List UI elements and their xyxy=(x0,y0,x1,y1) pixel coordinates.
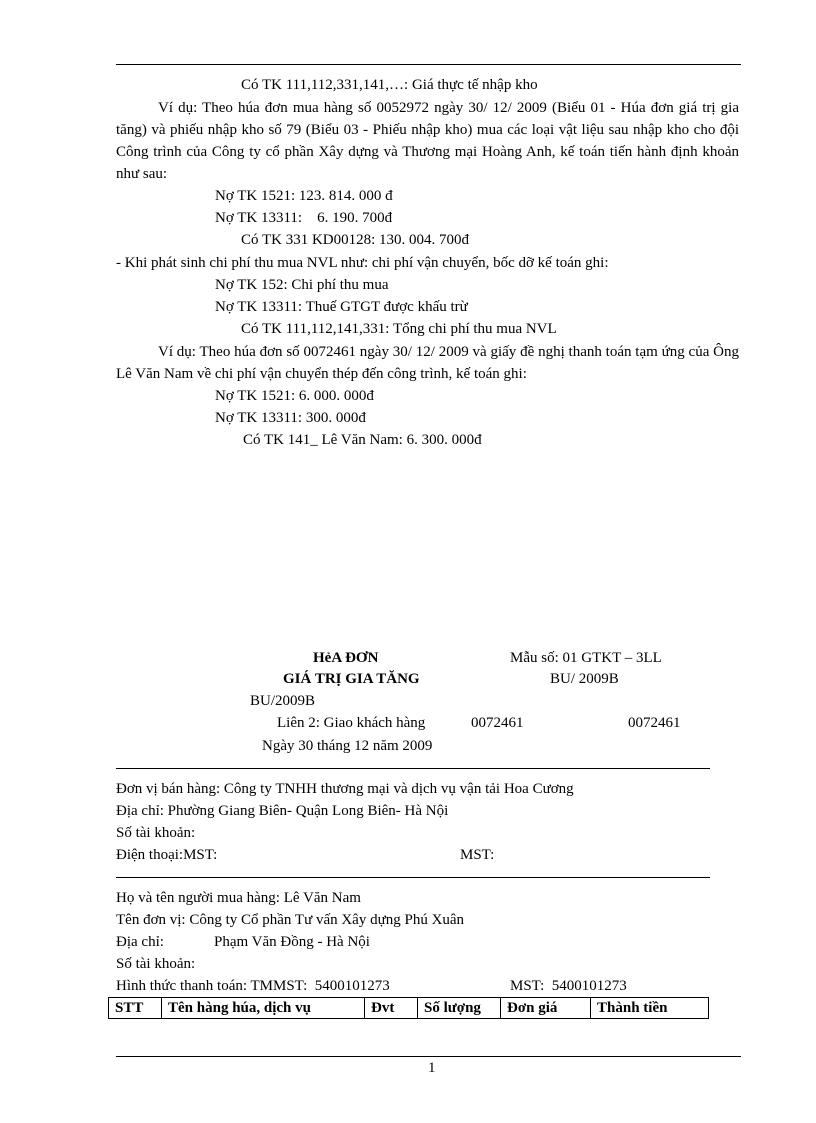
invoice-form-number: Mẫu số: 01 GTKT – 3LL xyxy=(510,650,662,666)
column-header: STT xyxy=(109,998,162,1019)
seller-name: Đơn vị bán hàng: Công ty TNHH thương mại và dịch vụ vận tải Hoa Cương xyxy=(116,781,574,797)
buyer-unit: Tên đơn vị: Công ty Cổ phần Tư vấn Xây dựng Phú Xuân xyxy=(116,912,465,928)
entry-line: Có TK 111,112,331,141,…: Giá thực tế nhập kho xyxy=(241,77,538,93)
column-header: Số lượng xyxy=(418,998,501,1019)
example-paragraph-1: Ví dụ: Theo húa đơn mua hàng số 0052972 ngày 30/ 12/ 2009 (Biểu 01 - Húa đơn giá trị gia tăng) và phiếu nhập kho số 79 (Biểu 03 - Phiếu nhập kho) mua các loại vật liệu sau nhập kho cho đội Công trình của Công ty cổ phần Xây dựng và Thương mại Hoàng Anh, kế toán tiến hành định khoản như sau: xyxy=(116,100,739,182)
invoice-series-left: BU/2009B xyxy=(250,693,316,709)
invoice-title: HẻA ĐƠN xyxy=(313,650,379,666)
entry-line: Có TK 141_ Lê Văn Nam: 6. 300. 000đ xyxy=(243,432,482,448)
invoice-number: 0072461 xyxy=(471,715,524,731)
invoice-subtitle: GIÁ TRỊ GIA TĂNG xyxy=(283,671,420,687)
transport-note: - Khi phát sinh chi phí thu mua NVL như: chi phí vận chuyển, bốc dỡ kế toán ghi: xyxy=(116,255,609,271)
entry-line: Nợ TK 1521: 123. 814. 000 đ xyxy=(215,188,393,204)
invoice-series-right: BU/ 2009B xyxy=(550,671,619,687)
column-header: Thành tiền xyxy=(591,998,709,1019)
seller-address: Địa chỉ: Phường Giang Biên- Quận Long Biên- Hà Nội xyxy=(116,803,449,819)
example-paragraph-2: Ví dụ: Theo húa đơn số 0072461 ngày 30/ 12/ 2009 và giấy đề nghị thanh toán tạm ứng của Ông Lê Văn Nam về chi phí vận chuyển thép đến công trình, kế toán ghi: xyxy=(116,344,739,382)
entry-line: Có TK 331 KD00128: 130. 004. 700đ xyxy=(241,232,470,248)
entry-line: Nợ TK 1521: 6. 000. 000đ xyxy=(215,388,374,404)
invoice-date: Ngày 30 tháng 12 năm 2009 xyxy=(262,738,433,754)
invoice-number: 0072461 xyxy=(628,715,681,731)
column-header: Tên hàng húa, dịch vụ xyxy=(162,998,365,1019)
payment-method: Hình thức thanh toán: TMMST: 5400101273 xyxy=(116,978,390,994)
seller-phone: Điện thoại:MST: xyxy=(116,847,218,863)
buyer-tax-code: MST: 5400101273 xyxy=(510,978,627,994)
seller-tax-code: MST: xyxy=(460,847,495,863)
column-header: Đvt xyxy=(365,998,418,1019)
entry-line: Nợ TK 13311: Thuế GTGT được khấu trừ xyxy=(215,299,468,315)
divider xyxy=(116,768,710,769)
entry-line: Nợ TK 152: Chi phí thu mua xyxy=(215,277,389,293)
table-header-row xyxy=(109,998,709,1019)
column-header: Đơn giá xyxy=(501,998,591,1019)
buyer-address: Phạm Văn Đồng - Hà Nội xyxy=(214,934,370,950)
buyer-account: Số tài khoản: xyxy=(116,956,196,972)
items-table xyxy=(108,997,709,1019)
footer-rule xyxy=(116,1056,741,1057)
entry-line: Nợ TK 13311: 6. 190. 700đ xyxy=(215,210,393,226)
entry-line: Có TK 111,112,141,331: Tổng chi phí thu mua NVL xyxy=(241,321,557,337)
entry-line: Nợ TK 13311: 300. 000đ xyxy=(215,410,366,426)
buyer-address-label: Địa chỉ: xyxy=(116,934,164,950)
buyer-name: Họ và tên người mua hàng: Lê Văn Nam xyxy=(116,890,361,906)
header-rule xyxy=(116,64,741,65)
invoice-copy-label: Liên 2: Giao khách hàng xyxy=(277,715,426,731)
page-number: 1 xyxy=(428,1060,436,1076)
divider xyxy=(116,877,710,878)
seller-account: Số tài khoản: xyxy=(116,825,196,841)
